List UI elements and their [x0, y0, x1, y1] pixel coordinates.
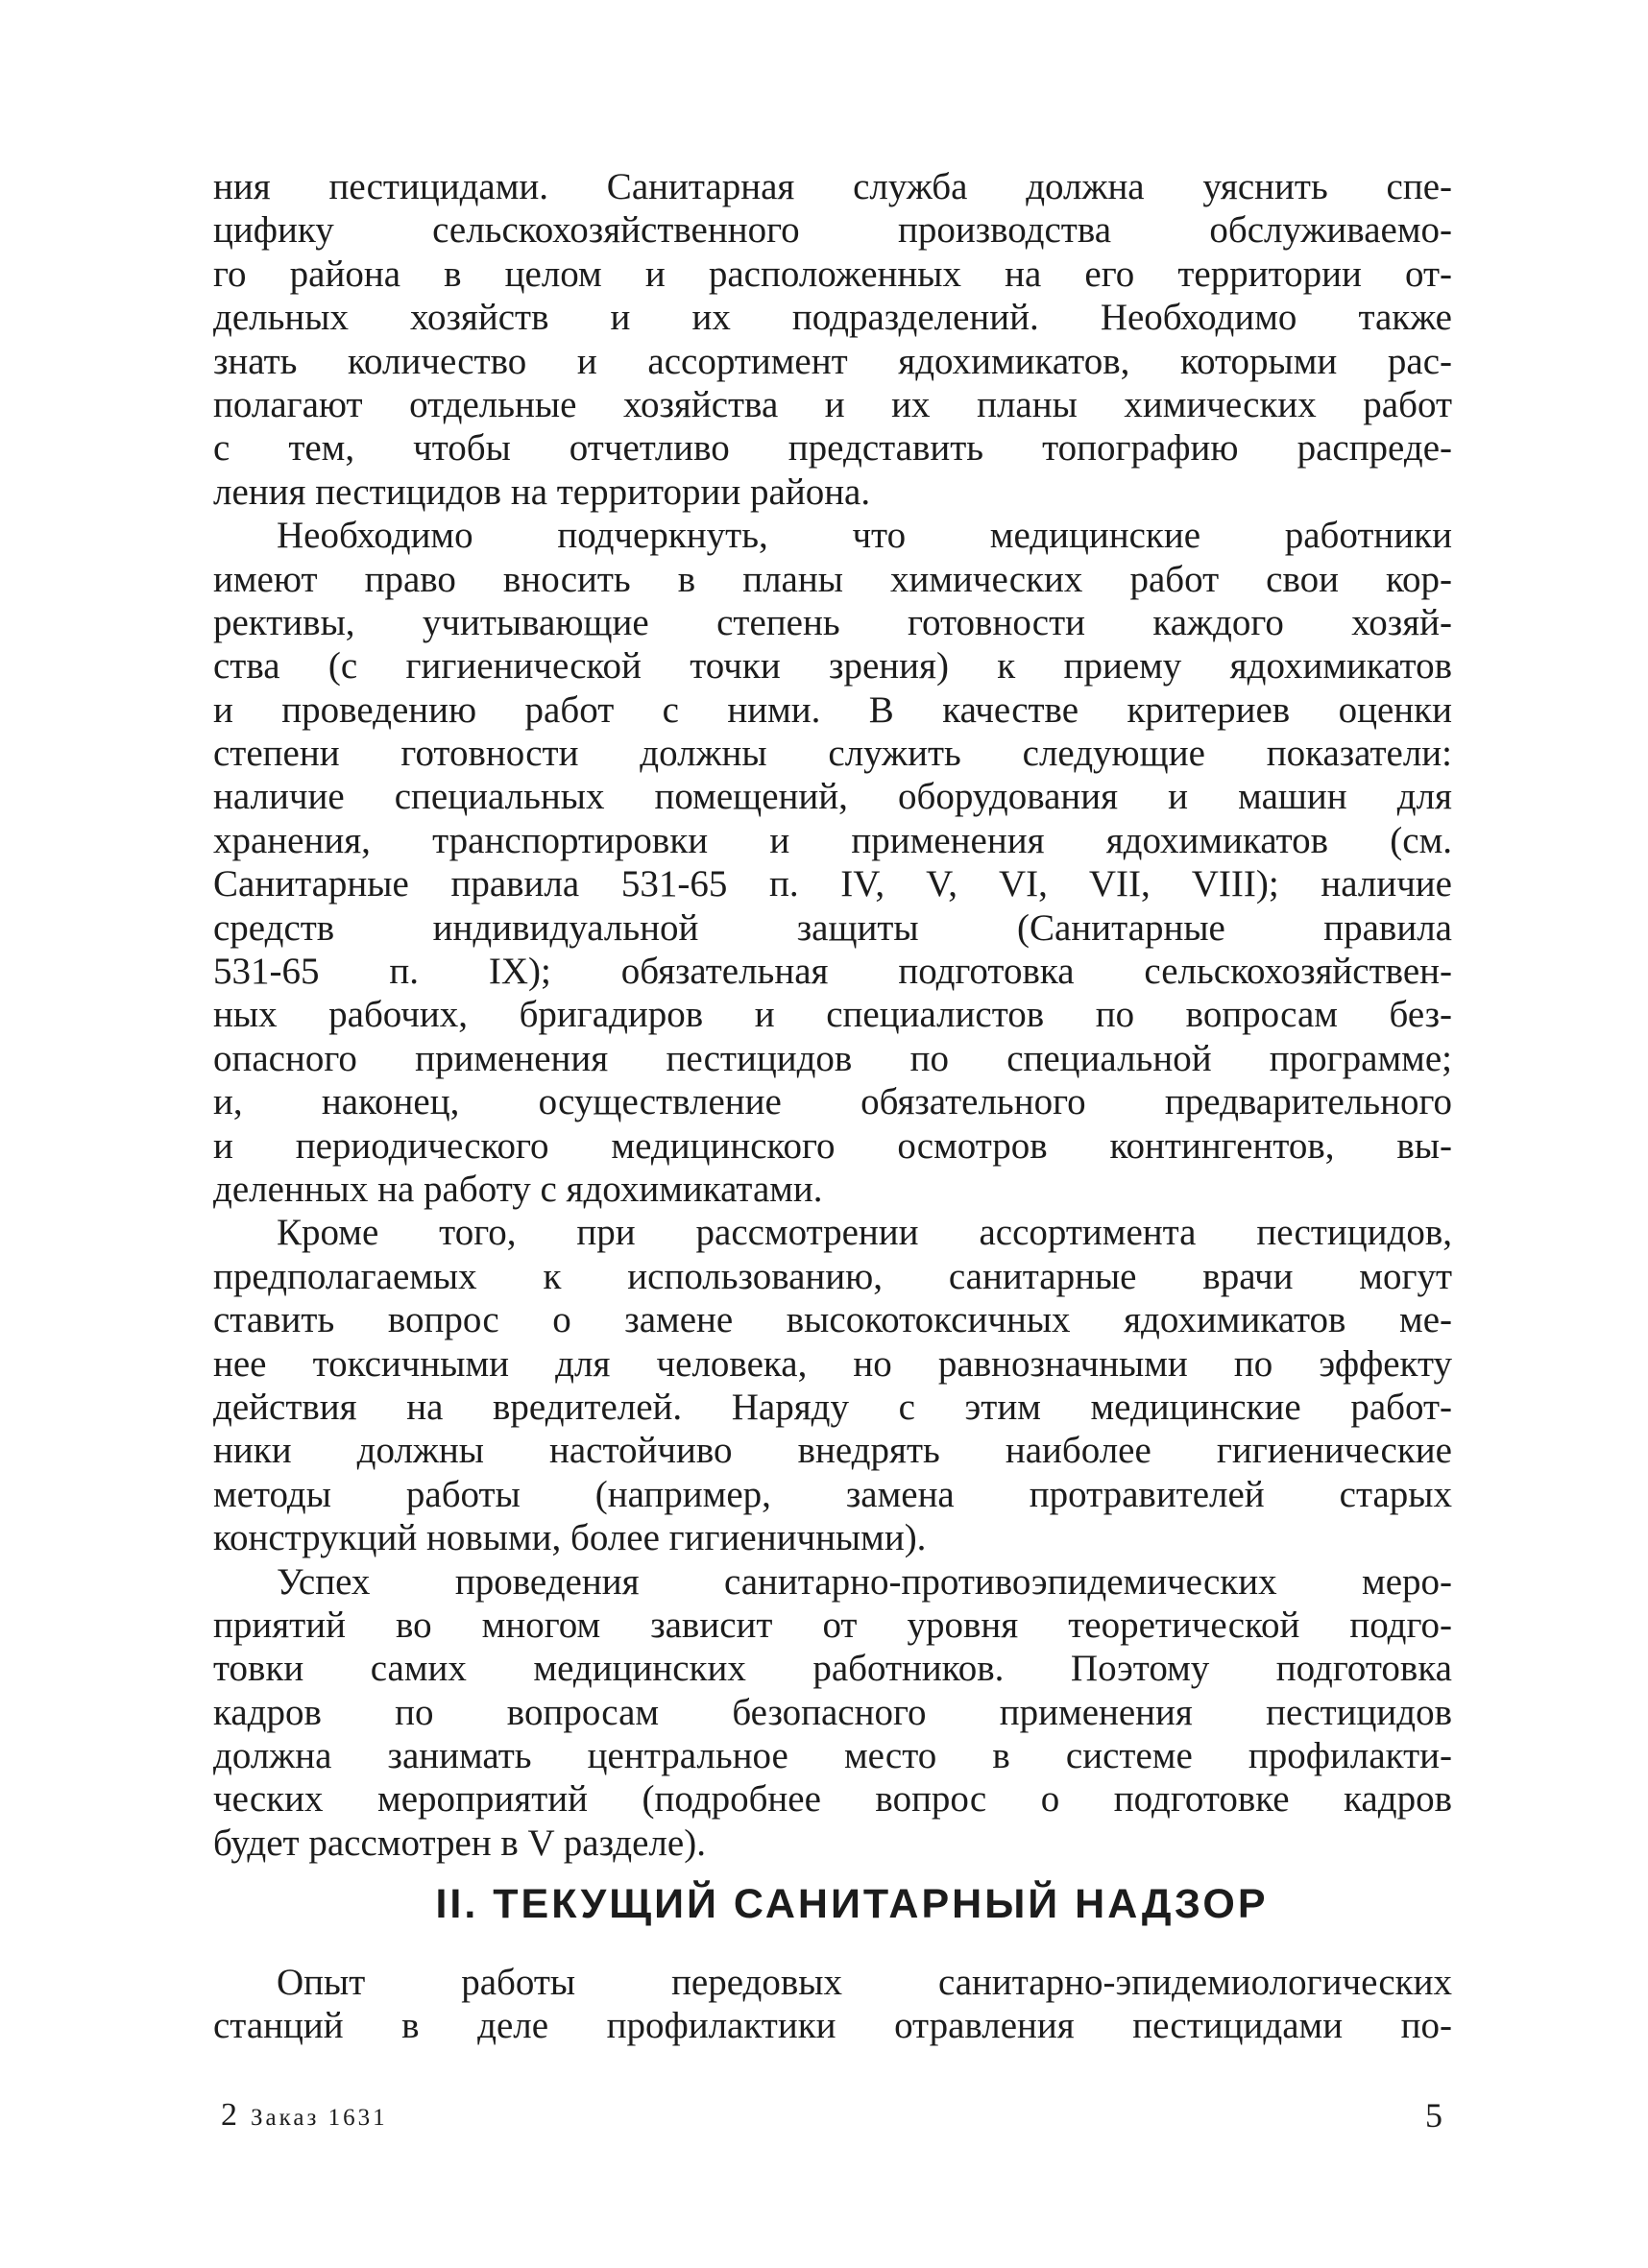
page-number: 5	[1425, 2096, 1442, 2135]
text-line: Кроме того, при рассмотрении ассортимента пестицидов,	[277, 1212, 1452, 1254]
text-line: знать количество и ассортимент ядохимикатов, которыми рас-	[213, 340, 1452, 382]
text-line: средств индивидуальной защиты (Санитарные правила	[213, 906, 1452, 949]
text-line: нее токсичными для человека, но равнозначными по эффекту	[213, 1342, 1452, 1385]
text-line: Санитарные правила 531-65 п. IV, V, VI, VII, VIII); наличие	[213, 863, 1452, 905]
text-line: степени готовности должны служить следующие показатели:	[213, 733, 1452, 775]
text-line: действия на вредителей. Наряду с этим медицинские работ-	[213, 1386, 1452, 1428]
text-line: наличие специальных помещений, оборудования и машин для	[213, 776, 1452, 818]
text-line: Необходимо подчеркнуть, что медицинские работники	[277, 515, 1452, 557]
text-line: ных рабочих, бригадиров и специалистов по вопросам без-	[213, 994, 1452, 1036]
text-line: рективы, учитывающие степень готовности каждого хозяй-	[213, 601, 1452, 643]
text-line: предполагаемых к использованию, санитарные врачи могут	[213, 1255, 1452, 1297]
text-line: го района в целом и расположенных на его территории от-	[213, 253, 1452, 295]
paragraph-2	[213, 514, 1452, 1211]
paragraph-3	[213, 1211, 1452, 1559]
text-line: опасного применения пестицидов по специальной программе;	[213, 1037, 1452, 1079]
text-line: ческих мероприятий (подробнее вопрос о подготовке кадров	[213, 1778, 1452, 1821]
text-line: полагают отдельные хозяйства и их планы химических работ	[213, 383, 1452, 425]
text-line: и проведению работ с ними. В качестве критериев оценки	[213, 688, 1452, 731]
text-line: 531-65 п. IX); обязательная подготовка сельскохозяйствен-	[213, 951, 1452, 993]
text-line: ставить вопрос о замене высокотоксичных ядохимикатов ме-	[213, 1299, 1452, 1341]
text-line: ства (с гигиенической точки зрения) к приему ядохимикатов	[213, 645, 1452, 688]
section-heading: II. ТЕКУЩИЙ САНИТАРНЫЙ НАДЗОР	[435, 1881, 1269, 1927]
text-line: приятий во многом зависит от уровня теоретической подго-	[213, 1604, 1452, 1646]
signature-order-text: Заказ 1631	[251, 2105, 388, 2131]
text-line: Опыт работы передовых санитарно-эпидемиологических	[277, 1962, 1452, 2003]
page-footer	[213, 2091, 1452, 2139]
text-line: и, наконец, осуществление обязательного предварительного	[213, 1081, 1452, 1123]
text-line: ники должны настойчиво внедрять наиболее гигиенические	[213, 1430, 1452, 1472]
text-line: ния пестицидами. Санитарная служба должна уяснить спе-	[213, 166, 1452, 207]
text-line: хранения, транспортировки и применения ядохимикатов (см.	[213, 819, 1452, 861]
text-line: будет рассмотрен в V разделе).	[213, 1822, 706, 1864]
text-line: конструкций новыми, более гигиеничными).	[213, 1517, 927, 1559]
paragraph-5	[213, 1961, 1452, 2048]
text-line: методы работы (например, замена протравителей старых	[213, 1473, 1452, 1515]
text-line: и периодического медицинского осмотров контингентов, вы-	[213, 1124, 1452, 1167]
text-line: товки самих медицинских работников. Поэтому подготовка	[213, 1648, 1452, 1690]
body-text-top	[213, 165, 1452, 1865]
text-line: станций в деле профилактики отравления пестицидами по-	[213, 2005, 1452, 2047]
body-text-bottom	[213, 1961, 1452, 2048]
signature-number: 2	[221, 2097, 237, 2133]
text-line: Успех проведения санитарно-противоэпидемических меро-	[277, 1560, 1452, 1603]
text-line: кадров по вопросам безопасного применения пестицидов	[213, 1691, 1452, 1733]
paragraph-4	[213, 1560, 1452, 1866]
text-line: с тем, чтобы отчетливо представить топографию распреде-	[213, 427, 1452, 470]
paragraph-1	[213, 165, 1452, 514]
text-line: дельных хозяйств и их подразделений. Необходимо также	[213, 297, 1452, 339]
text-line: ления пестицидов на территории района.	[213, 470, 871, 513]
text-line: должна занимать центральное место в системе профилакти-	[213, 1735, 1452, 1777]
text-line: деленных на работу с ядохимикатами.	[213, 1168, 823, 1210]
text-line: цифику сельскохозяйственного производства обслуживаемо-	[213, 209, 1452, 252]
text-line: имеют право вносить в планы химических работ свои кор-	[213, 558, 1452, 600]
printer-signature	[221, 2091, 388, 2142]
